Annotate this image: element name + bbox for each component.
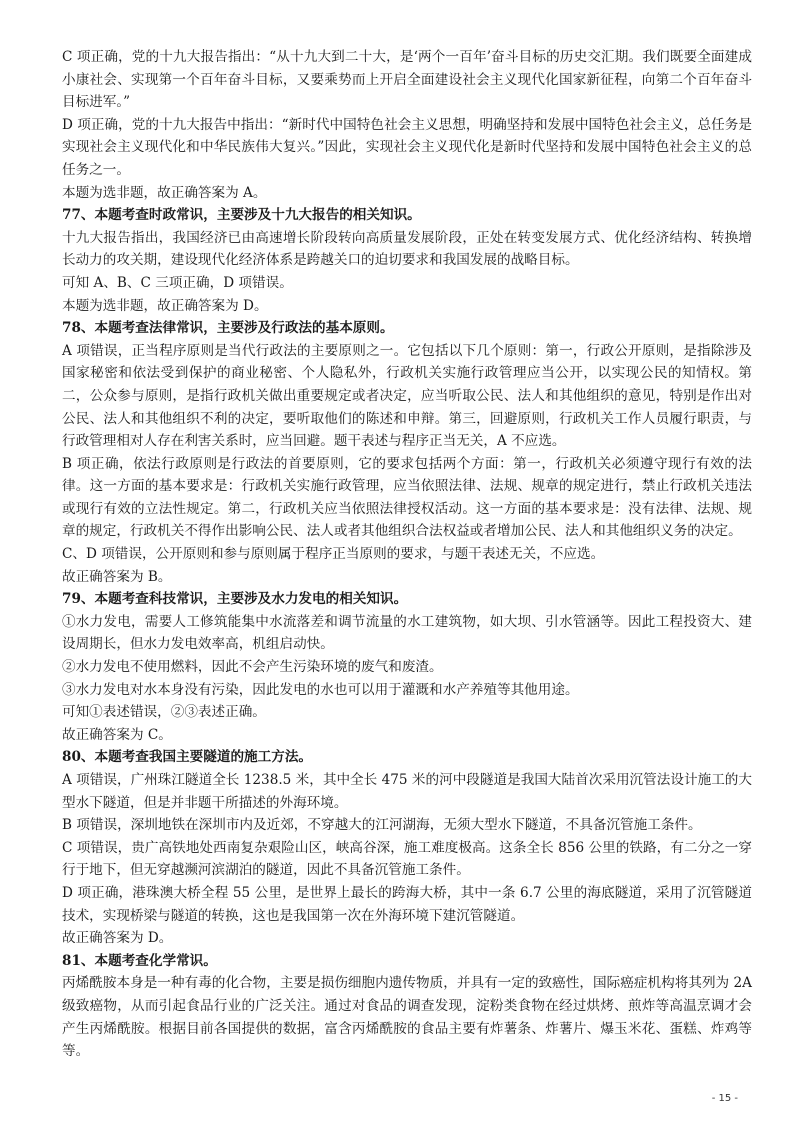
question-heading: 80、本题考查我国主要隧道的施工方法。 xyxy=(62,749,313,766)
paragraph: B 项错误，深圳地铁在深圳市内及近郊，不穿越大的江河湖海，无须大型水下隧道，不具备沉管施工条件。 xyxy=(62,817,702,834)
paragraph: C 项正确，党的十九大报告指出：“从十九大到二十大，是‘两个一百年’奋斗目标的历史交汇期。我们既要全面建成小康社会、实现第一个百年奋斗目标，又要乘势而上开启全面建设社会主义现代化国家新征程，向第二个百年奋斗目标进军。” xyxy=(62,49,752,111)
paragraph: 丙烯酰胺本身是一种有毒的化合物，主要是损伤细胞内遗传物质，并具有一定的致癌性，国际癌症机构将其列为 2A 级致癌物，从而引起食品行业的广泛关注。通过对食品的调查发现，淀粉类食物在经过烘烤、煎炸等高温烹调才会产生丙烯酰胺。根据目前各国提供的数据，富含丙烯酰胺的食品主要有炸薯条、炸薯片、爆玉米花、蛋糕、炸鸡等等。 xyxy=(62,975,752,1060)
paragraph: ①水力发电，需要人工修筑能集中水流落差和调节流量的水工建筑物，如大坝、引水管涵等。因此工程投资大、建设周期长，但水力发电效率高，机组启动快。 xyxy=(62,613,752,653)
page-content xyxy=(62,46,752,1063)
paragraph: 本题为选非题，故正确答案为 A。 xyxy=(62,184,267,201)
paragraph: ③水力发电对水本身没有污染，因此发电的水也可以用于灌溉和水产养殖等其他用途。 xyxy=(62,681,579,698)
paragraph: A 项错误，正当程序原则是当代行政法的主要原则之一。它包括以下几个原则：第一，行政公开原则，是指除涉及国家秘密和依法受到保护的商业秘密、个人隐私外，行政机关实施行政管理应当公开，以实现公民的知情权。第二，公众参与原则，是指行政机关做出重要规定或者决定，应当听取公民、法人和其他组织的意见，特别是作出对公民、法人和其他组织不利的决定，要听取他们的陈述和申辩。第三，回避原则，行政机关工作人员履行职责，与行政管理相对人存在利害关系时，应当回避。题干表述与程序正当无关，A 不应选。 xyxy=(62,342,752,450)
paragraph: D 项正确，党的十九大报告中指出：“新时代中国特色社会主义思想，明确坚持和发展中国特色社会主义，总任务是实现社会主义现代化和中华民族伟大复兴。”因此，实现社会主义现代化是新时代坚持和发展中国特色社会主义的总任务之一。 xyxy=(62,116,752,178)
paragraph: C 项错误，贵广高铁地处西南复杂艰险山区，峡高谷深，施工难度极高。这条全长 856 公里的铁路，有二分之一穿行于地下，但无穿越濒河滨湖泊的隧道，因此不具备沉管施工条件。 xyxy=(62,839,752,879)
paragraph: 故正确答案为 D。 xyxy=(62,930,173,947)
page-number: - 15 - xyxy=(711,1093,738,1104)
paragraph: 可知 A、B、C 三项正确，D 项错误。 xyxy=(62,274,293,291)
paragraph: B 项正确，依法行政原则是行政法的首要原则，它的要求包括两个方面：第一，行政机关必须遵守现行有效的法律。这一方面的基本要求是：行政机关实施行政管理，应当依照法律、法规、规章的规定进行，禁止行政机关违法或现行有效的立法性规定。第二，行政机关应当依照法律授权活动。这一方面的基本要求是：没有法律、法规、规章的规定，行政机关不得作出影响公民、法人或者其他组织合法权益或者增加公民、法人和其他组织义务的决定。 xyxy=(62,455,752,540)
paragraph: 十九大报告指出，我国经济已由高速增长阶段转向高质量发展阶段，正处在转变发展方式、优化经济结构、转换增长动力的攻关期，建设现代化经济体系是跨越关口的迫切要求和我国发展的战略目标。 xyxy=(62,229,752,269)
paragraph: A 项错误，广州珠江隧道全长 1238.5 米，其中全长 475 米的河中段隧道是我国大陆首次采用沉管法设计施工的大型水下隧道，但是并非题干所描述的外海环境。 xyxy=(62,772,752,811)
question-heading: 81、本题考查化学常识。 xyxy=(62,952,217,969)
question-heading: 79、本题考查科技常识，主要涉及水力发电的相关知识。 xyxy=(62,591,408,608)
paragraph: 故正确答案为 C。 xyxy=(62,726,172,743)
paragraph: 本题为选非题，故正确答案为 D。 xyxy=(62,297,268,314)
paragraph: C、D 项错误，公开原则和参与原则属于程序正当原则的要求，与题干表述无关，不应选。 xyxy=(62,546,605,563)
paragraph: ②水力发电不使用燃料，因此不会产生污染环境的废气和废渣。 xyxy=(62,659,443,676)
question-heading: 78、本题考查法律常识，主要涉及行政法的基本原则。 xyxy=(62,320,394,337)
paragraph: 可知①表述错误，②③表述正确。 xyxy=(62,704,266,721)
paragraph: D 项正确，港珠澳大桥全程 55 公里，是世界上最长的跨海大桥，其中一条 6.7 公里的海底隧道，采用了沉管隧道技术，实现桥梁与隧道的转换，这也是我国第一次在外海环境下建沉管隧道。 xyxy=(62,884,752,924)
question-heading: 77、本题考查时政常识，主要涉及十九大报告的相关知识。 xyxy=(62,207,421,224)
paragraph: 故正确答案为 B。 xyxy=(62,568,172,585)
